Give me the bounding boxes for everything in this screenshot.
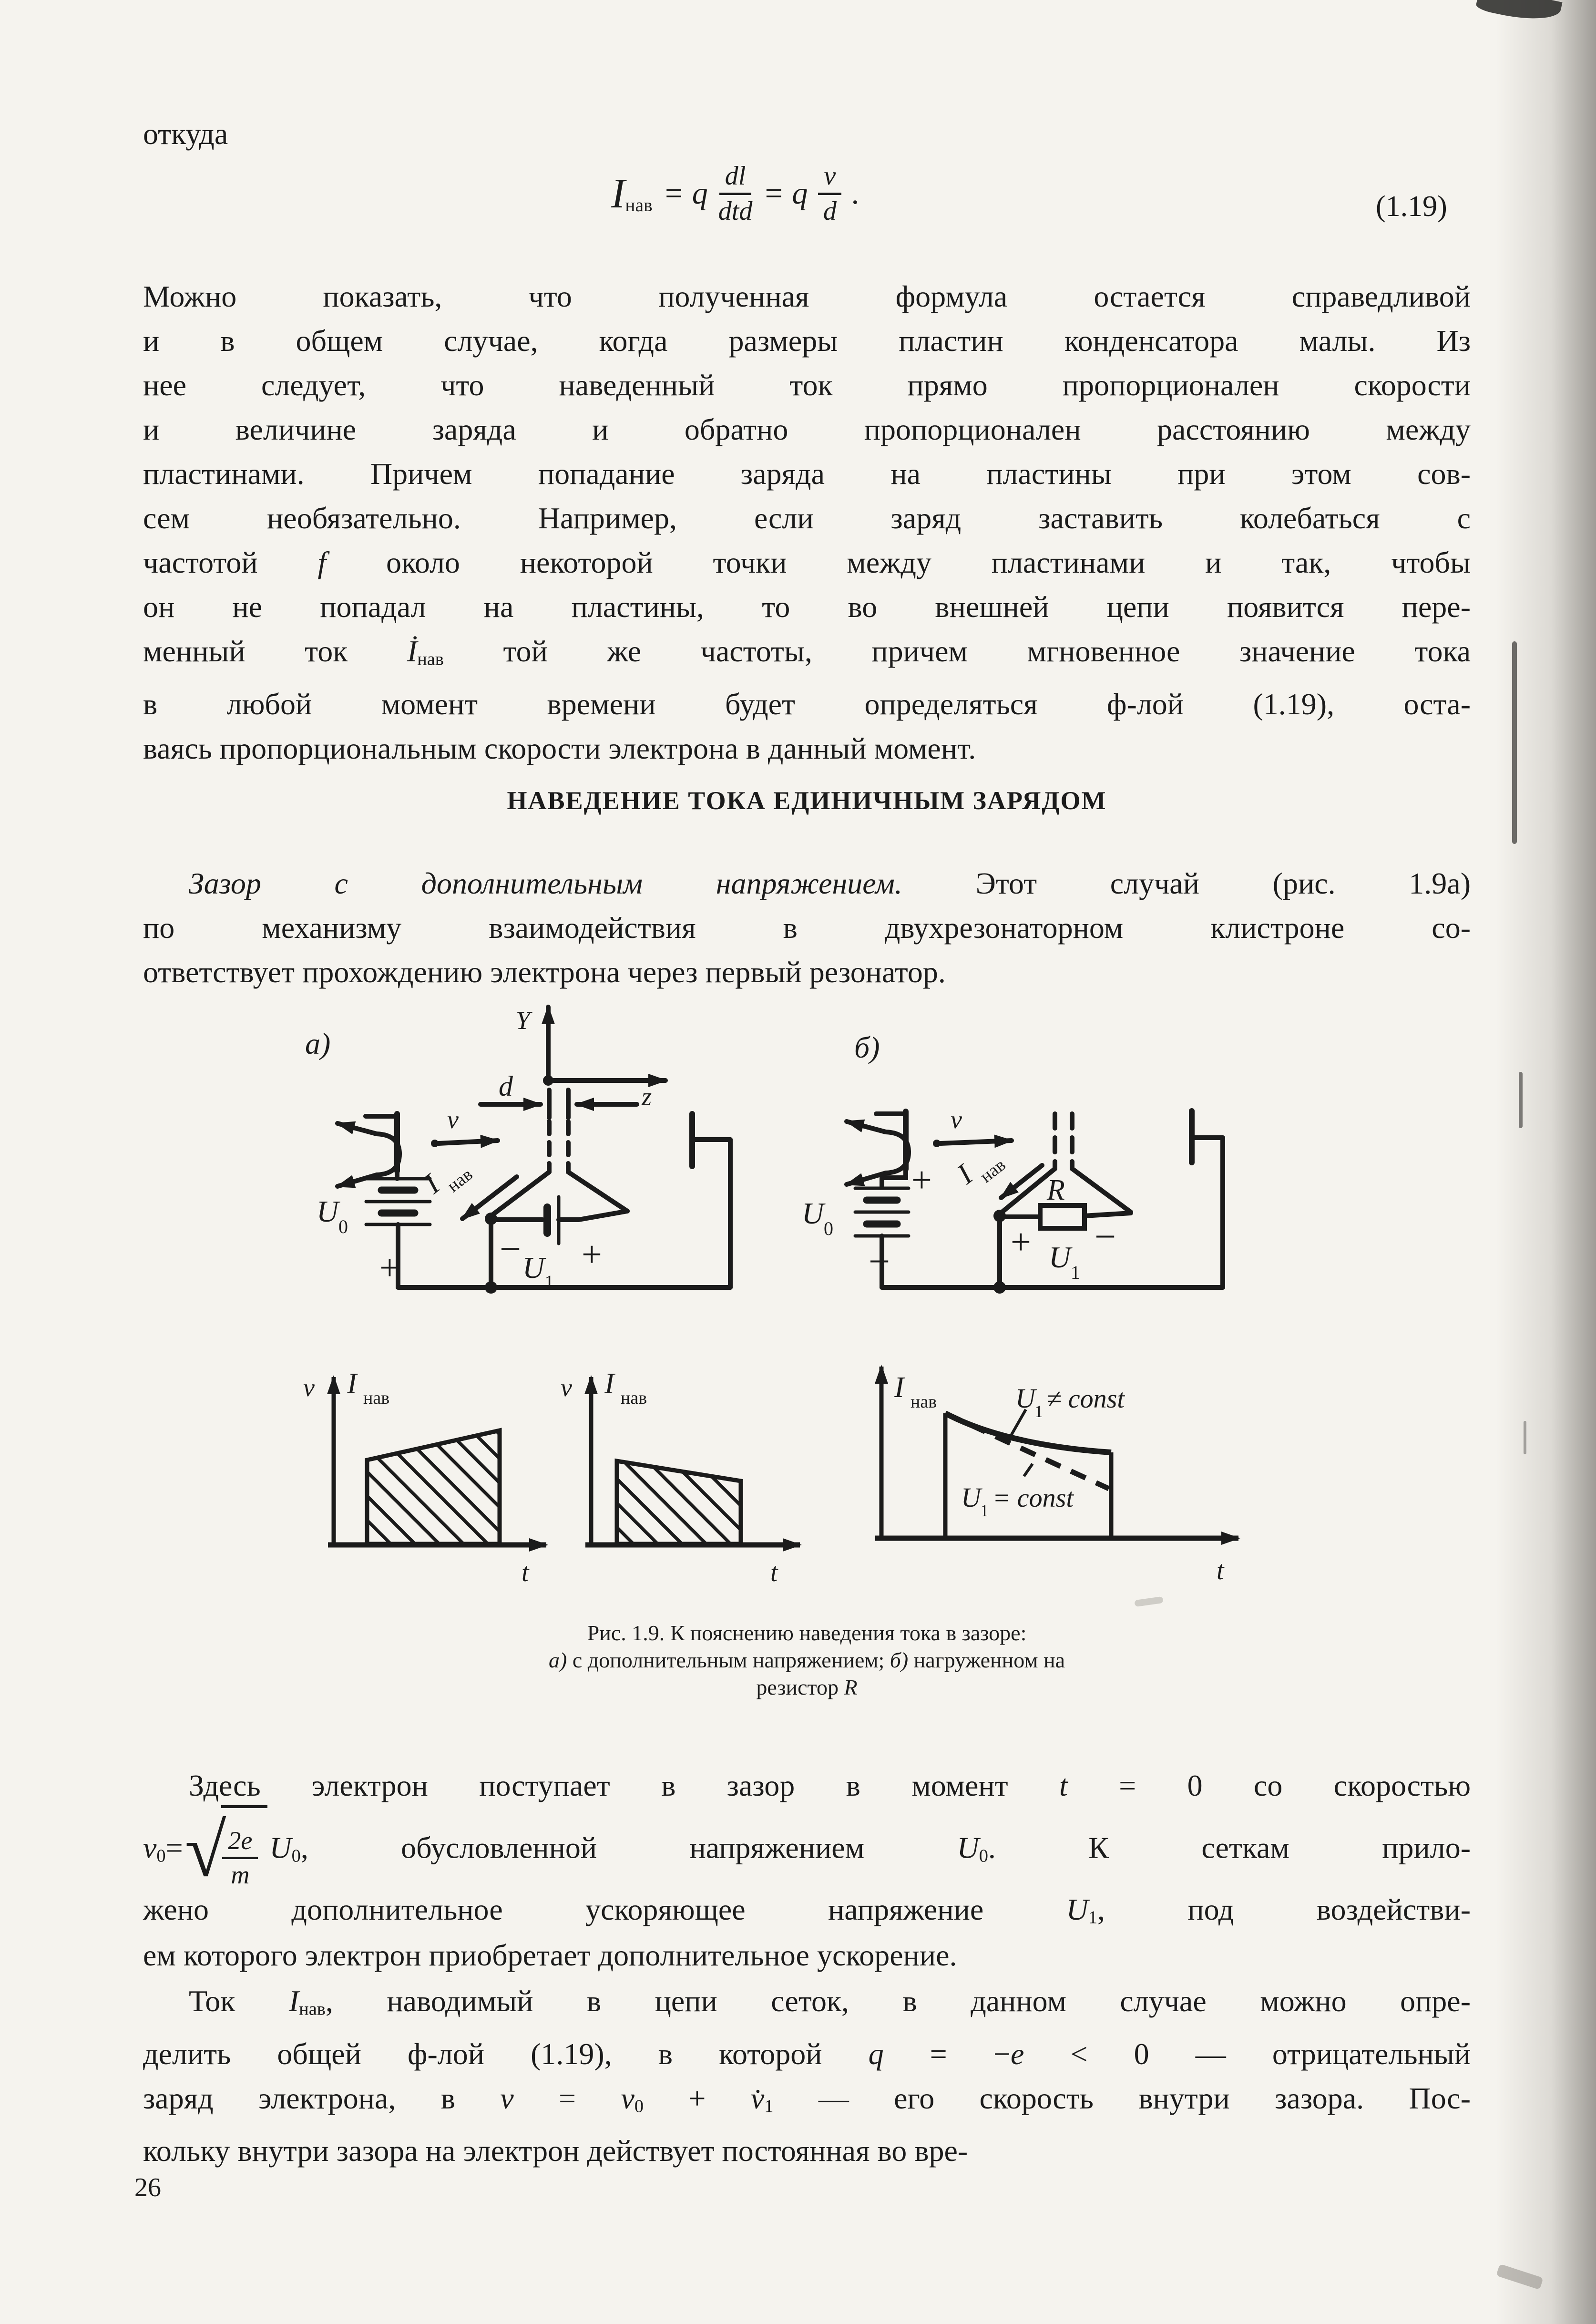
- u0-label: U: [317, 1194, 339, 1228]
- i-sub: нав: [621, 1388, 647, 1408]
- plus-sign: +: [582, 1234, 602, 1275]
- section-heading: НАВЕДЕНИЕ ТОКА ЕДИНИЧНЫМ ЗАРЯДОМ: [507, 786, 1107, 815]
- text-line: частотой f около некоторой точки между пластинами и так, чтобы: [143, 545, 1471, 579]
- i-sub: нав: [363, 1388, 390, 1408]
- label-pointer: [1024, 1464, 1033, 1476]
- text-line: заряд электрона, в v = v0 + v̇1 — его скорость внутри зазора. Пос-: [143, 2081, 1471, 2117]
- equation-eq1: = q: [663, 176, 708, 211]
- u1-sub: 1: [544, 1271, 554, 1293]
- circuit-a-labels: [305, 1006, 652, 1293]
- plus-sign: +: [1011, 1222, 1031, 1262]
- text-line: Ток Iнав, наводимый в цепи сеток, в данном случае можно опре-: [189, 1984, 1471, 2019]
- paragraph-3-line-3: жено дополнительное ускоряющее напряжение U1, под воздействи-: [143, 1892, 1471, 1928]
- text-line: по механизму взаимодействия в двухрезонаторном клистроне со-: [143, 911, 1471, 945]
- u0-sub: 0: [824, 1218, 833, 1239]
- graph-2: [585, 1377, 800, 1545]
- caption-line: Рис. 1.9. К пояснению наведения тока в зазоре:: [587, 1621, 1027, 1645]
- equation-lhs: Iнав: [611, 170, 653, 217]
- caption-line: а) с дополнительным напряжением; б) нагруженном на: [548, 1648, 1065, 1672]
- u1-neq-const: ≠ const: [1047, 1384, 1125, 1414]
- text-line: менный ток İнав той же частоты, причем мгновенное значение тока: [143, 634, 1471, 669]
- u1-sub: 1: [1071, 1262, 1080, 1283]
- u1-neq-sub: 1: [1034, 1402, 1043, 1421]
- resistor-box: [1040, 1205, 1084, 1228]
- text-line: в любой момент времени будет определяться ф-лой (1.19), оста-: [143, 687, 1471, 721]
- scan-streak: [1524, 1421, 1526, 1454]
- radical-sign: √: [184, 1809, 226, 1892]
- equation-frac1: $\frac{dl}{\text{dtd}}$: [718, 161, 753, 226]
- subfigure-a-label: а): [305, 1027, 331, 1060]
- page-number: 26: [134, 2173, 161, 2202]
- u1-label: U: [1049, 1240, 1071, 1274]
- v-label: v: [303, 1373, 315, 1402]
- filament-lead: [338, 1123, 377, 1134]
- equation-1-19: [611, 161, 860, 226]
- funnel-bottom: [579, 1211, 627, 1220]
- svg-text:нав: нав: [976, 1154, 1010, 1187]
- equation-period: .: [852, 176, 860, 211]
- u1-var-curve: [945, 1413, 1111, 1452]
- u1-eq-u: U: [961, 1482, 981, 1513]
- u1-eq-const: = const: [992, 1483, 1074, 1513]
- funnel-right: [568, 1172, 627, 1211]
- velocity-arrow: [439, 1141, 498, 1143]
- u1-eq-sub: 1: [980, 1501, 989, 1520]
- text-line: ответствует прохождению электрона через первый резонатор.: [143, 955, 946, 989]
- equation-eq2: = q: [763, 176, 808, 211]
- u1-neq-u: U: [1015, 1383, 1035, 1414]
- paragraph-3-line-1: Здесь электрон поступает в зазор в момент t = 0 со скоростью: [189, 1769, 1471, 1802]
- text-line: ваясь пропорциональным скорости электрона в данный момент.: [143, 731, 976, 765]
- svg-text:I: I: [418, 1168, 446, 1200]
- velocity-label: v: [447, 1105, 459, 1134]
- text-line: пластинами. Причем попадание заряда на пластины при этом сов-: [143, 457, 1471, 491]
- i-label: I: [894, 1371, 904, 1404]
- text-line: делить общей ф-лой (1.19), в которой q = −e < 0 — отрицательный: [143, 2036, 1471, 2071]
- text-line: и в общем случае, когда размеры пластин конденсатора малы. Из: [143, 324, 1471, 358]
- i-label: I: [347, 1368, 357, 1400]
- inav-label: [951, 1139, 1009, 1197]
- plus-sign: +: [379, 1248, 400, 1288]
- svg-text:I: I: [951, 1159, 979, 1191]
- paragraph-3-line-4: ем которого электрон приобретает дополнительное ускорение.: [143, 1938, 957, 1972]
- text-line: Зазор с дополнительным напряжением. Этот случай (рис. 1.9а): [189, 866, 1471, 900]
- t-label: t: [1217, 1556, 1224, 1585]
- text-line: и величине заряда и обратно пропорционален расстоянию между: [143, 412, 1471, 446]
- y-axis-label: Y: [516, 1006, 531, 1035]
- battery-u0: [366, 1179, 430, 1224]
- binding-gutter-shadow: [1496, 0, 1596, 2324]
- scan-streak: [1519, 1072, 1523, 1128]
- paragraph-1: [143, 274, 1471, 771]
- text-line: нее следует, что наведенный ток прямо пропорционален скорости: [143, 368, 1471, 402]
- sqrt-expression: √ $\frac{2e}{m}$: [185, 1805, 268, 1897]
- hatched-area: [367, 1430, 500, 1544]
- inav-label: [418, 1148, 476, 1206]
- hatched-area: [617, 1461, 741, 1544]
- paragraph-3-formula-line: v0= √ $\frac{2e}{m}$ U0, обусловленной напряжением U0. К сеткам прило-: [143, 1805, 1471, 1898]
- gap-d-label: d: [499, 1070, 513, 1102]
- filament-lead: [338, 1175, 377, 1186]
- subfigure-b-label: б): [854, 1030, 880, 1064]
- filament-lead: [847, 1121, 886, 1132]
- battery-u0: [855, 1188, 909, 1236]
- resistor-label: R: [1047, 1174, 1065, 1206]
- text-line: Можно показать, что полученная формула остается справедливой: [143, 279, 1471, 313]
- text-line: кольку внутри зазора на электрон действует постоянная во вре-: [143, 2134, 968, 2168]
- intro-word: откуда: [143, 117, 228, 151]
- text-line: он не попадал на пластины, то во внешней цепи появится пере-: [143, 590, 1471, 624]
- paragraph-4: [143, 1979, 1471, 2173]
- i-label: I: [604, 1368, 614, 1400]
- equation-frac2: $\frac{v}{d}$: [818, 161, 841, 226]
- u0-sub: 0: [338, 1216, 348, 1237]
- t-label: t: [522, 1558, 529, 1587]
- velocity-label: v: [951, 1105, 962, 1134]
- minus-sign: −: [869, 1241, 890, 1283]
- circuit-b: [847, 1111, 1223, 1294]
- u1-label: U: [522, 1251, 545, 1285]
- text-line: сем необязательно. Например, если заряд заставить колебаться с: [143, 501, 1471, 535]
- circuit-b-labels: [802, 1030, 1116, 1283]
- v-label: v: [561, 1373, 572, 1402]
- equation-number: (1.19): [1376, 190, 1447, 223]
- minus-sign: −: [500, 1228, 522, 1270]
- caption-line: резистор R: [756, 1675, 858, 1699]
- svg-text:нав: нав: [443, 1164, 477, 1196]
- i-sub: нав: [911, 1392, 937, 1412]
- scan-streak: [1512, 641, 1517, 844]
- z-axis-label: z: [642, 1082, 652, 1111]
- plus-sign: +: [911, 1160, 932, 1200]
- figure-1-9: [286, 982, 1263, 1602]
- minus-sign: −: [1095, 1216, 1116, 1258]
- velocity-arrow: [941, 1141, 1012, 1143]
- figure-caption: [143, 1619, 1471, 1701]
- paragraph-2: [143, 861, 1471, 994]
- funnel-left: [491, 1172, 549, 1216]
- graph-1: [328, 1377, 546, 1545]
- t-label: t: [770, 1558, 778, 1587]
- node-dot: [993, 1281, 1006, 1294]
- u0-label: U: [802, 1196, 824, 1230]
